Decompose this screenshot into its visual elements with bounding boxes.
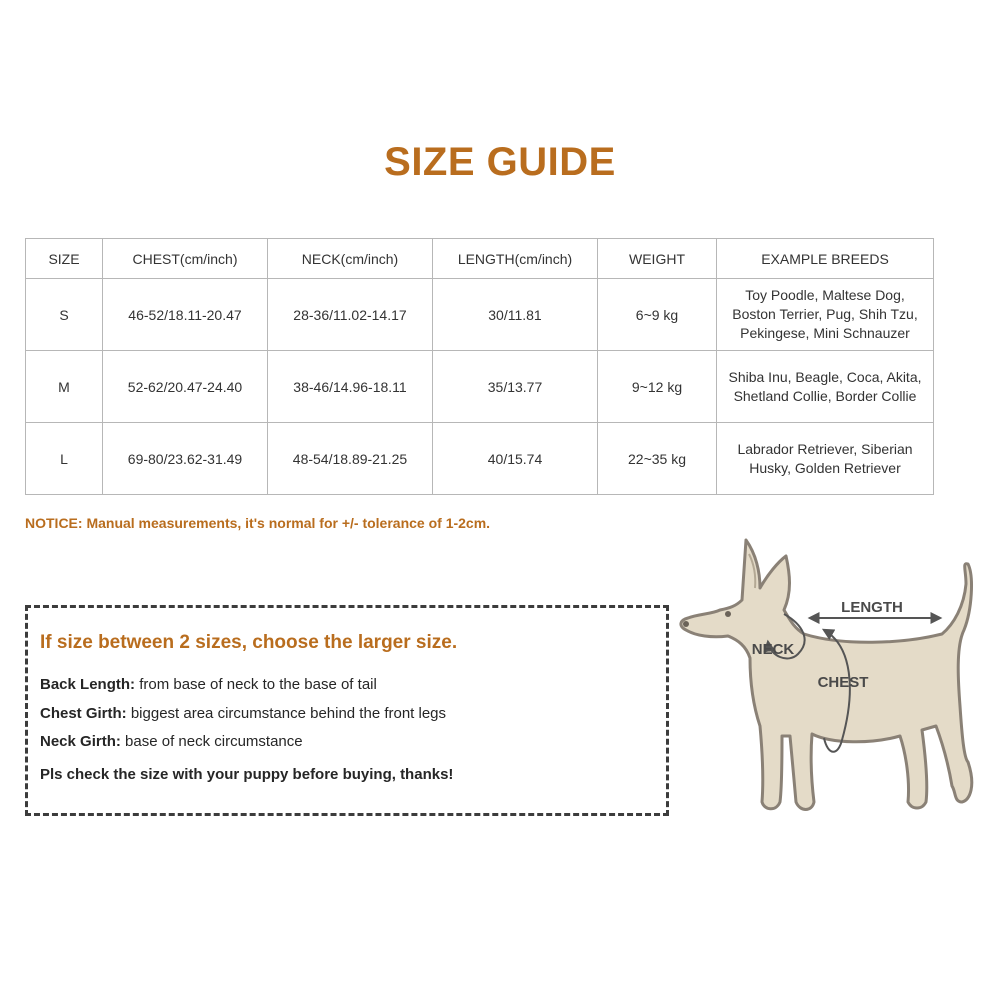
- length-cell: 30/11.81: [433, 279, 598, 351]
- breeds-line: Toy Poodle, Maltese Dog,: [745, 287, 905, 303]
- size-cell: S: [26, 279, 103, 351]
- tip-label: Back Length:: [40, 676, 136, 693]
- tips-heading: If size between 2 sizes, choose the larger size.: [40, 632, 458, 653]
- length-label: LENGTH: [841, 599, 903, 616]
- nose-icon: [683, 621, 689, 627]
- breeds-cell: [717, 423, 934, 495]
- weight-cell: 6~9 kg: [598, 279, 717, 351]
- neck-cell: 38-46/14.96-18.11: [268, 351, 433, 423]
- length-cell: 40/15.74: [433, 423, 598, 495]
- tips-box: [25, 605, 669, 816]
- breeds-line: Shetland Collie, Border Collie: [733, 387, 917, 404]
- neck-cell: 28-36/11.02-14.17: [268, 279, 433, 351]
- header-breeds: EXAMPLE BREEDS: [717, 239, 934, 279]
- tip-back-length: [40, 676, 377, 693]
- chest-cell: 46-52/18.11-20.47: [103, 279, 268, 351]
- tip-chest-girth: [40, 705, 446, 722]
- table-header-row: [26, 239, 934, 279]
- header-neck: NECK(cm/inch): [268, 239, 433, 279]
- header-length: LENGTH(cm/inch): [433, 239, 598, 279]
- table-row: [26, 423, 934, 495]
- tip-check-size: Pls check the size with your puppy before buying, thanks!: [40, 766, 454, 783]
- breeds-cell: [717, 279, 934, 351]
- breeds-line: Husky, Golden Retriever: [749, 459, 901, 476]
- table-row: [26, 279, 934, 351]
- tip-neck-girth: [40, 733, 303, 750]
- weight-cell: 9~12 kg: [598, 351, 717, 423]
- tip-text: base of neck circumstance: [125, 733, 303, 750]
- dog-measurement-diagram: [672, 530, 982, 820]
- chest-cell: 69-80/23.62-31.49: [103, 423, 268, 495]
- table-row: [26, 351, 934, 423]
- size-cell: M: [26, 351, 103, 423]
- header-size: SIZE: [26, 239, 103, 279]
- tip-label: Neck Girth:: [40, 733, 121, 750]
- breeds-line: Shiba Inu, Beagle, Coca, Akita,: [728, 368, 922, 385]
- tip-text: biggest area circumstance behind the front legs: [130, 705, 447, 722]
- breeds-line: Labrador Retriever, Siberian: [737, 440, 913, 457]
- header-chest: CHEST(cm/inch): [103, 239, 268, 279]
- breeds-cell: [717, 351, 934, 423]
- tip-text: from base of neck to the base of tail: [139, 676, 377, 693]
- length-cell: 35/13.77: [433, 351, 598, 423]
- page-title: SIZE GUIDE: [384, 140, 616, 184]
- weight-cell: 22~35 kg: [598, 423, 717, 495]
- neck-label: NECK: [751, 641, 795, 658]
- size-cell: L: [26, 423, 103, 495]
- eye-icon: [725, 611, 731, 617]
- notice-text: NOTICE: Manual measurements, it's normal for +/- tolerance of 1-2cm.: [25, 515, 491, 531]
- breeds-line: Boston Terrier, Pug, Shih Tzu,: [732, 306, 918, 322]
- tip-label: Chest Girth:: [40, 705, 127, 722]
- size-table: [25, 238, 934, 495]
- neck-cell: 48-54/18.89-21.25: [268, 423, 433, 495]
- chest-cell: 52-62/20.47-24.40: [103, 351, 268, 423]
- header-weight: WEIGHT: [598, 239, 717, 279]
- chest-label: CHEST: [817, 674, 869, 691]
- breeds-line: Pekingese, Mini Schnauzer: [740, 325, 910, 341]
